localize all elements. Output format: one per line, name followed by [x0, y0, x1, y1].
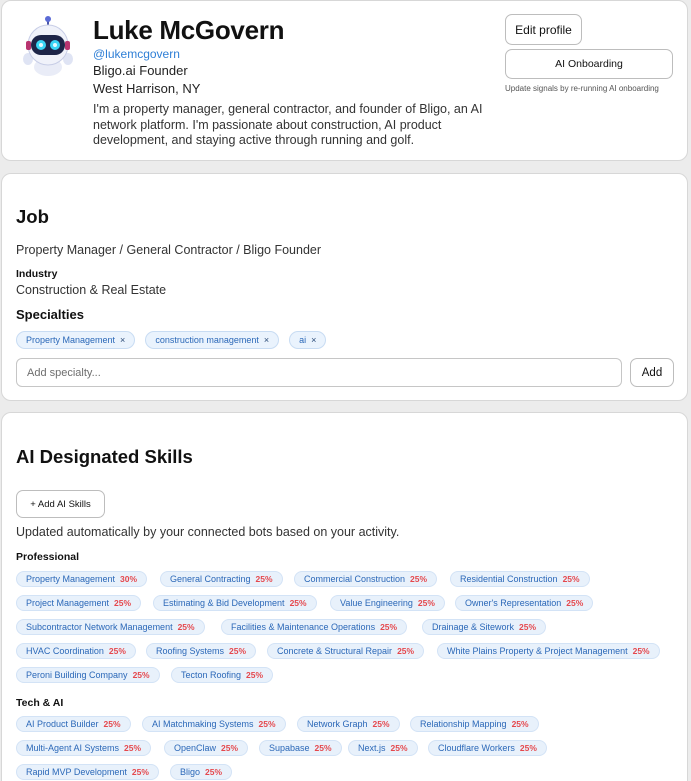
skill-chip — [160, 571, 283, 587]
skill-chip — [437, 643, 660, 659]
skill-percent: 25% — [258, 719, 276, 729]
skill-percent: 25% — [390, 743, 408, 753]
skill-percent: 25% — [380, 622, 398, 632]
industry-label: Industry — [16, 268, 58, 280]
skill-percent: 25% — [205, 767, 223, 777]
specialty-chip-label: construction management — [155, 335, 259, 345]
skill-percent: 25% — [132, 670, 150, 680]
edit-profile-button[interactable]: Edit profile — [505, 14, 582, 45]
skill-name: Subcontractor Network Management — [26, 622, 173, 632]
skill-percent: 25% — [177, 622, 195, 632]
specialty-chip — [16, 331, 135, 349]
skill-chip — [450, 571, 590, 587]
skill-percent: 25% — [397, 646, 415, 656]
skill-chip — [297, 716, 400, 732]
job-card — [1, 173, 688, 401]
skill-name: Property Management — [26, 574, 116, 584]
skill-chip — [455, 595, 593, 611]
skill-chip — [16, 764, 159, 780]
ai-onboarding-button[interactable]: AI Onboarding — [505, 49, 673, 79]
profile-name: Luke McGovern — [93, 15, 285, 45]
skill-percent: 25% — [114, 598, 132, 608]
skill-percent: 30% — [120, 574, 138, 584]
skill-chip — [221, 619, 407, 635]
skill-chip — [348, 740, 418, 756]
add-specialty-button[interactable]: Add — [630, 358, 674, 387]
skill-chip — [16, 716, 131, 732]
skill-name: Concrete & Structural Repair — [277, 646, 393, 656]
skill-name: Bligo — [180, 767, 201, 777]
skill-percent: 25% — [103, 719, 121, 729]
skill-percent: 25% — [246, 670, 264, 680]
specialty-chip-label: Property Management — [26, 335, 116, 345]
skill-percent: 25% — [511, 719, 529, 729]
skill-chip — [422, 619, 546, 635]
specialties-label: Specialties — [16, 307, 84, 322]
specialty-chip — [289, 331, 326, 349]
profile-role: Bligo.ai Founder — [93, 63, 188, 78]
skill-name: AI Product Builder — [26, 719, 99, 729]
skill-chip — [164, 740, 248, 756]
skill-chip — [16, 667, 160, 683]
specialty-chip — [145, 331, 279, 349]
specialties-list — [16, 331, 326, 349]
skill-percent: 25% — [519, 622, 537, 632]
onboarding-hint: Update signals by re-running AI onboarding — [505, 84, 659, 93]
skill-name: Roofing Systems — [156, 646, 225, 656]
remove-specialty-icon[interactable]: × — [263, 335, 270, 345]
skill-name: General Contracting — [170, 574, 251, 584]
skill-name: Rapid MVP Development — [26, 767, 127, 777]
industry-value: Construction & Real Estate — [16, 283, 167, 297]
skill-name: HVAC Coordination — [26, 646, 104, 656]
skill-percent: 25% — [221, 743, 239, 753]
skill-chip — [153, 595, 317, 611]
skill-name: AI Matchmaking Systems — [152, 719, 254, 729]
profile-location: West Harrison, NY — [93, 81, 201, 96]
profile-card — [1, 0, 688, 161]
skill-group-label: Tech & AI — [16, 697, 64, 709]
skill-name: OpenClaw — [174, 743, 217, 753]
skill-group-label: Professional — [16, 551, 80, 563]
skill-chip — [330, 595, 445, 611]
skill-percent: 25% — [519, 743, 537, 753]
skill-chip — [16, 595, 141, 611]
skill-chip — [16, 740, 151, 756]
skill-chip — [16, 571, 147, 587]
skill-chip — [171, 667, 273, 683]
job-section-title: Job — [16, 206, 49, 227]
remove-specialty-icon[interactable]: × — [120, 335, 126, 345]
skill-percent: 25% — [410, 574, 428, 584]
skill-chip — [16, 643, 136, 659]
skill-percent: 25% — [566, 598, 584, 608]
skill-name: Owner's Representation — [465, 598, 562, 608]
skill-percent: 25% — [255, 574, 273, 584]
add-specialty-input[interactable] — [16, 358, 622, 387]
skill-chip — [267, 643, 424, 659]
skill-percent: 25% — [131, 767, 149, 777]
skill-name: Residential Construction — [460, 574, 558, 584]
skill-percent: 25% — [417, 598, 435, 608]
skill-chip — [410, 716, 539, 732]
skill-chip — [259, 740, 342, 756]
job-position: Property Manager / General Contractor / Bligo Founder — [16, 243, 322, 257]
skill-chip — [170, 764, 232, 780]
skill-name: Value Engineering — [340, 598, 413, 608]
skill-name: Cloudflare Workers — [438, 743, 515, 753]
skill-percent: 25% — [124, 743, 142, 753]
robot-avatar-icon — [16, 15, 80, 79]
profile-handle[interactable]: @lukemcgovern — [93, 47, 180, 61]
skill-chip — [16, 619, 205, 635]
skill-percent: 25% — [108, 646, 126, 656]
skill-name: Commercial Construction — [304, 574, 406, 584]
specialty-chip-label: ai — [299, 335, 307, 345]
skill-name: Estimating & Bid Development — [163, 598, 285, 608]
skill-percent: 25% — [314, 743, 332, 753]
skill-name: Multi-Agent AI Systems — [26, 743, 120, 753]
skill-percent: 25% — [229, 646, 247, 656]
skill-name: Supabase — [269, 743, 310, 753]
skills-note: Updated automatically by your connected bots based on your activity. — [16, 525, 400, 539]
skill-name: Project Management — [26, 598, 110, 608]
skill-chip — [428, 740, 547, 756]
skill-percent: 25% — [289, 598, 307, 608]
skill-name: White Plains Property & Project Management — [447, 646, 628, 656]
ai-skills-card — [1, 412, 688, 781]
skill-name: Next.js — [358, 743, 386, 753]
skill-name: Drainage & Sitework — [432, 622, 515, 632]
skill-chip — [146, 643, 256, 659]
skill-name: Tecton Roofing — [181, 670, 242, 680]
skill-name: Peroni Building Company — [26, 670, 128, 680]
skills-section-title: AI Designated Skills — [16, 446, 193, 467]
skill-chip — [294, 571, 437, 587]
add-ai-skills-button[interactable]: + Add AI Skills — [16, 490, 105, 518]
remove-specialty-icon[interactable]: × — [311, 335, 317, 345]
skill-name: Facilities & Maintenance Operations — [231, 622, 376, 632]
skill-chip — [142, 716, 286, 732]
skill-percent: 25% — [632, 646, 650, 656]
skill-percent: 25% — [372, 719, 390, 729]
skill-name: Relationship Mapping — [420, 719, 507, 729]
profile-bio: I'm a property manager, general contractor, and founder of Bligo, an AI network platform. I'm passionate about construction, AI product development, and staying active through running and golf. — [93, 102, 483, 147]
skill-percent: 25% — [562, 574, 580, 584]
skill-name: Network Graph — [307, 719, 368, 729]
